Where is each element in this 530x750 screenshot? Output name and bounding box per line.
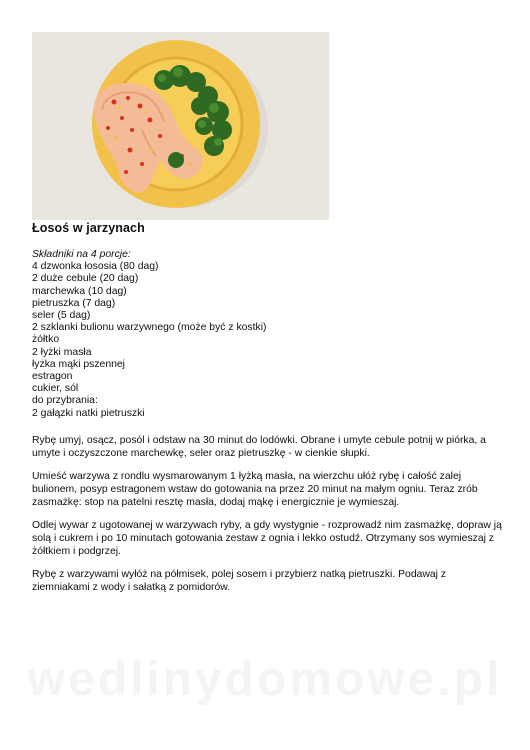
step-paragraph: Umieść warzywa z rondlu wysmarowanym 1 łyżką masła, na wierzchu ułóż rybę i całość zalej bulionem, posyp estragonem wstaw do gotowania na przez 20 minut na małym ogniu. Teraz zrób zasmażkę: stop na patelni resztę masła, dodaj mąkę i energicznie je wymieszaj.: [32, 471, 478, 508]
recipe-title: Łosoś w jarzynach: [32, 221, 145, 235]
step-paragraph: Rybę z warzywami wyłóż na półmisek, polej sosem i przybierz natką pietruszki. Podawaj z ziemniakami z wody i sałatką z pomidorów.: [32, 569, 447, 593]
site-watermark: wedlinydomowe.pl: [27, 653, 503, 706]
step-paragraph: Rybę umyj, osącz, posól i odstaw na 30 minut do lodówki. Obrane i umyte cebule potnij w piórka, a umyte i oczyszczone marchewkę, seler oraz pietruszkę - w cienkie słupki.: [32, 435, 486, 459]
ingredients-intro: Składniki na 4 porcje:: [32, 249, 131, 260]
ingredient-item: 2 łyżki masła: [32, 346, 92, 358]
dish-photo: [32, 32, 329, 220]
salmon-plate-illustration: [32, 32, 329, 220]
ingredient-item: pietruszka (7 dag): [32, 297, 116, 309]
ingredient-item: estragon: [32, 371, 73, 383]
ingredients-list: [32, 249, 502, 420]
ingredient-item: marchewka (10 dag): [32, 285, 127, 297]
ingredient-item: 2 duże cebule (20 dag): [32, 273, 139, 285]
ingredient-item: 2 gałązki natki pietruszki: [32, 407, 145, 419]
ingredient-item: 2 szklanki bulionu warzywnego (może być z kostki): [32, 322, 267, 334]
ingredient-item: łyżka mąki pszennej: [32, 358, 125, 370]
ingredient-item: seler (5 dag): [32, 310, 91, 322]
ingredient-item: 4 dzwonka łososia (80 dag): [32, 261, 159, 273]
ingredient-item: cukier, sól: [32, 383, 79, 395]
step-paragraph: Odlej wywar z ugotowanej w warzywach ryby, a gdy wystygnie - rozprowadź nim zasmażkę, dopraw ją solą i cukrem i po 10 minutach gotowania zestaw z ognia i lekko ostudź. Otrzymany sos wymieszaj z żółtkiem i podgrzej.: [32, 520, 502, 557]
ingredient-item: żółtko: [32, 334, 60, 346]
ingredient-item: do przybrania:: [32, 395, 98, 407]
